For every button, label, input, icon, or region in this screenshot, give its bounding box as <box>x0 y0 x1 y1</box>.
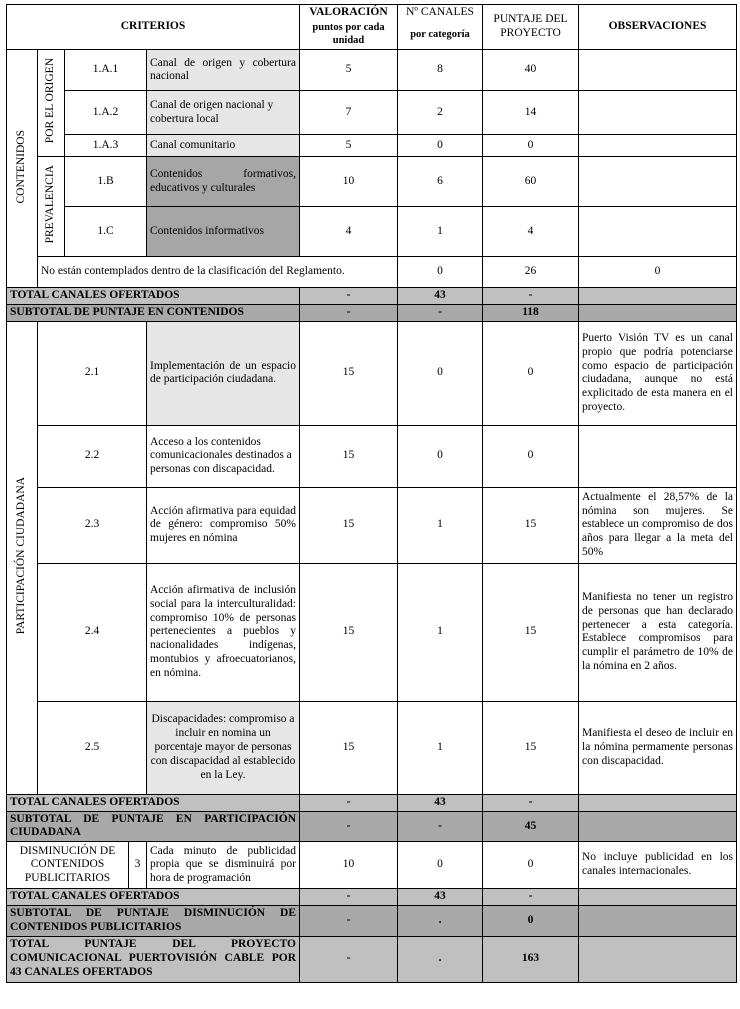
row-observaciones <box>579 135 737 157</box>
row-puntaje: 0 <box>579 257 737 288</box>
row-description: Acceso a los contenidos comunicacionales destinados a personas con discapacidad. <box>147 425 300 487</box>
row-valoracion: 15 <box>300 563 398 701</box>
total-observaciones <box>579 794 737 811</box>
header-puntaje: PUNTAJE DEL PROYECTO <box>483 5 579 50</box>
total-puntaje: - <box>483 288 579 305</box>
grand-total-observaciones <box>579 936 737 982</box>
total-row <box>7 889 737 906</box>
row-valoracion: 7 <box>300 91 398 135</box>
row-code: 2.1 <box>38 321 147 425</box>
table-row <box>7 425 737 487</box>
row-observaciones: Puerto Visión TV es un canal propio que podría potenciarse como espacio de participación ciudadana, aunque no está explicitado de esta manera en el proyecto. <box>579 321 737 425</box>
row-canales: 1 <box>398 701 483 794</box>
subtotal-row <box>7 906 737 937</box>
row-observaciones: Manifiesta no tener un registro de personas que han declarado pertenecer a esta categoría. Establece compromisos para cumplir el parámetro de 10% de la nómina en 2 años. <box>579 563 737 701</box>
grand-total-label: TOTAL PUNTAJE DEL PROYECTO COMUNICACIONAL PUERTOVISIÓN CABLE POR 43 CANALES OFERTADOS <box>7 936 300 982</box>
row-canales: 8 <box>398 50 483 91</box>
row-description: Canal de origen y cobertura nacional <box>147 50 300 91</box>
table-row <box>7 50 737 91</box>
subtotal-label: SUBTOTAL DE PUNTAJE EN PARTICIPACIÓN CIUDADANA <box>7 811 300 842</box>
row-puntaje: 0 <box>483 135 579 157</box>
total-canales: 43 <box>398 288 483 305</box>
total-row <box>7 794 737 811</box>
subtotal-canales: . <box>398 906 483 937</box>
row-canales: 0 <box>398 321 483 425</box>
subgroup-label-prevalencia: PREVALENCIA <box>38 157 65 257</box>
table-row <box>7 257 737 288</box>
total-label: TOTAL CANALES OFERTADOS <box>7 794 300 811</box>
subtotal-valoracion: - <box>300 305 398 322</box>
subtotal-canales: - <box>398 305 483 322</box>
subtotal-label: SUBTOTAL DE PUNTAJE DISMINUCIÓN DE CONTENIDOS PUBLICITARIOS <box>7 906 300 937</box>
row-puntaje: 0 <box>483 842 579 889</box>
row-description: Acción afirmativa de inclusión social para la interculturalidad: compromiso 10% de personas pertenecientes a pueblos y nacionalidades indígenas, montubios y afroecuatorianos, en nómina. <box>147 563 300 701</box>
row-observaciones <box>579 50 737 91</box>
row-valoracion: 10 <box>300 842 398 889</box>
row-puntaje: 4 <box>483 207 579 257</box>
row-observaciones: No incluye publicidad en los canales internacionales. <box>579 842 737 889</box>
total-puntaje: - <box>483 889 579 906</box>
row-code: 3 <box>129 842 147 889</box>
group-label-publicidad: DISMINUCIÓN DE CONTENIDOS PUBLICITARIOS <box>7 842 129 889</box>
row-puntaje: 14 <box>483 91 579 135</box>
table-row <box>7 701 737 794</box>
row-canales: 26 <box>483 257 579 288</box>
subgroup-label-origen: POR EL ORIGEN <box>38 50 65 157</box>
total-row <box>7 288 737 305</box>
row-canales: 6 <box>398 157 483 207</box>
subtotal-row <box>7 811 737 842</box>
total-canales: 43 <box>398 794 483 811</box>
row-canales: 0 <box>398 425 483 487</box>
subtotal-label: SUBTOTAL DE PUNTAJE EN CONTENIDOS <box>7 305 300 322</box>
table-row <box>7 563 737 701</box>
row-observaciones: Manifiesta el deseo de incluir en la nómina permamente personas con discapacidad. <box>579 701 737 794</box>
row-canales: 1 <box>398 207 483 257</box>
row-valoracion: 5 <box>300 50 398 91</box>
grand-total-valoracion: - <box>300 936 398 982</box>
row-valoracion: 10 <box>300 157 398 207</box>
table-row <box>7 91 737 135</box>
row-code: 1.B <box>65 157 147 207</box>
subtotal-row <box>7 305 737 322</box>
row-code: 1.A.1 <box>65 50 147 91</box>
row-puntaje: 15 <box>483 563 579 701</box>
table-row <box>7 135 737 157</box>
subtotal-puntaje: 45 <box>483 811 579 842</box>
row-canales: 0 <box>398 842 483 889</box>
row-observaciones <box>579 425 737 487</box>
row-puntaje: 15 <box>483 701 579 794</box>
row-code: 1.A.2 <box>65 91 147 135</box>
grand-total-row <box>7 936 737 982</box>
subtotal-valoracion: - <box>300 811 398 842</box>
row-valoracion: 15 <box>300 321 398 425</box>
subtotal-puntaje: 118 <box>483 305 579 322</box>
row-code: 2.2 <box>38 425 147 487</box>
header-observaciones: OBSERVACIONES <box>579 5 737 50</box>
row-observaciones <box>579 91 737 135</box>
table-row <box>7 321 737 425</box>
total-valoracion: - <box>300 794 398 811</box>
total-puntaje: - <box>483 794 579 811</box>
row-description: Acción afirmativa para equidad de género: compromiso 50% mujeres en nómina <box>147 487 300 563</box>
subtotal-observaciones <box>579 906 737 937</box>
row-canales: 2 <box>398 91 483 135</box>
row-code: 2.3 <box>38 487 147 563</box>
subtotal-puntaje: 0 <box>483 906 579 937</box>
row-description: Contenidos formativos, educativos y culturales <box>147 157 300 207</box>
row-puntaje: 0 <box>483 425 579 487</box>
row-puntaje: 60 <box>483 157 579 207</box>
table-row <box>7 487 737 563</box>
row-code: 1.A.3 <box>65 135 147 157</box>
row-code: 2.4 <box>38 563 147 701</box>
header-valoracion-sub: puntos por cada unidad <box>300 21 398 50</box>
row-valoracion: 15 <box>300 425 398 487</box>
row-puntaje: 40 <box>483 50 579 91</box>
row-puntaje: 15 <box>483 487 579 563</box>
total-label: TOTAL CANALES OFERTADOS <box>7 889 300 906</box>
row-observaciones <box>579 207 737 257</box>
total-valoracion: - <box>300 889 398 906</box>
row-observaciones: Actualmente el 28,57% de la nómina son mujeres. Se establece un compromiso de dos años para llegar a la meta del 50% <box>579 487 737 563</box>
header-criterios: CRITERIOS <box>7 5 300 50</box>
row-code: 1.C <box>65 207 147 257</box>
subtotal-observaciones <box>579 811 737 842</box>
row-canales: 1 <box>398 487 483 563</box>
total-label: TOTAL CANALES OFERTADOS <box>7 288 300 305</box>
table-row <box>7 842 737 889</box>
table-row <box>7 157 737 207</box>
table-row <box>7 207 737 257</box>
row-valoracion: 5 <box>300 135 398 157</box>
row-description: No están contemplados dentro de la clasificación del Reglamento. <box>38 257 398 288</box>
header-canales-sub: por categoría <box>398 21 483 50</box>
row-description: Implementación de un espacio de participación ciudadana. <box>147 321 300 425</box>
total-canales: 43 <box>398 889 483 906</box>
evaluation-table <box>6 4 737 983</box>
row-code: 2.5 <box>38 701 147 794</box>
row-observaciones <box>579 157 737 207</box>
row-valoracion: 4 <box>300 207 398 257</box>
total-valoracion: - <box>300 288 398 305</box>
row-description: Cada minuto de publicidad propia que se disminuirá por hora de programación <box>147 842 300 889</box>
group-label-contenidos: CONTENIDOS <box>7 50 38 288</box>
total-observaciones <box>579 889 737 906</box>
header-canales: Nº CANALES <box>398 5 483 21</box>
row-valoracion: 15 <box>300 487 398 563</box>
subtotal-valoracion: - <box>300 906 398 937</box>
subtotal-canales: - <box>398 811 483 842</box>
row-canales: 1 <box>398 563 483 701</box>
header-valoracion: VALORACIÓN <box>300 5 398 21</box>
row-canales: 0 <box>398 135 483 157</box>
row-description: Canal comunitario <box>147 135 300 157</box>
row-description: Canal de origen nacional y cobertura local <box>147 91 300 135</box>
subtotal-observaciones <box>579 305 737 322</box>
grand-total-puntaje: 163 <box>483 936 579 982</box>
total-observaciones <box>579 288 737 305</box>
row-description: Contenidos informativos <box>147 207 300 257</box>
row-valoracion: 15 <box>300 701 398 794</box>
grand-total-canales: . <box>398 936 483 982</box>
row-valoracion: 0 <box>398 257 483 288</box>
row-puntaje: 0 <box>483 321 579 425</box>
group-label-participacion: PARTICIPACIÓN CIUDADANA <box>7 321 38 794</box>
row-description: Discapacidades: compromiso a incluir en nomina un porcentaje mayor de personas con discapacidad al establecido en la Ley. <box>147 701 300 794</box>
